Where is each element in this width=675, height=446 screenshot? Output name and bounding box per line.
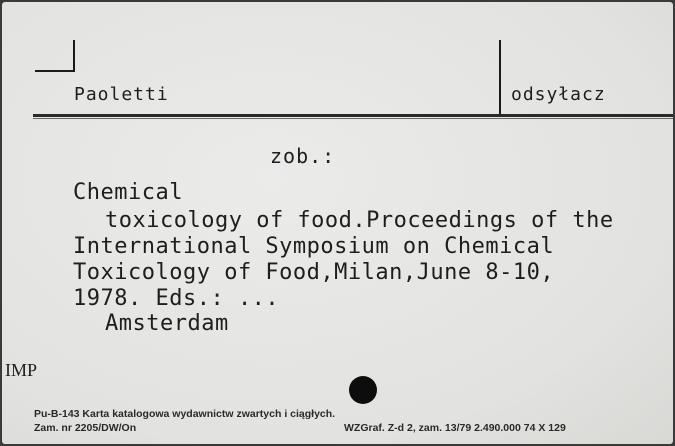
body-line: 1978. Eds.: ... [73,286,280,311]
see-label: zob.: [270,144,336,168]
body-line: toxicology of food.Proceedings of the [105,208,614,233]
header-rule [33,114,673,117]
corner-mark-horizontal [35,70,75,72]
footer-line-1: Pu-B-143 Karta katalogowa wydawnictw zwartych i ciągłych. [34,408,336,420]
body-line: International Symposium on Chemical [73,234,555,259]
body-line: Chemical [73,180,183,205]
header-divider [499,40,501,114]
body-line: Toxicology of Food,Milan,June 8-10, [73,260,555,285]
card-heading: Paoletti [74,84,169,105]
punch-hole [349,376,377,404]
stamp-label: IMP [5,360,38,380]
reference-label: odsyłacz [511,84,606,105]
header-rule-thin [33,118,673,119]
footer-line-2-left: Zam. nr 2205/DW/On [34,422,137,434]
body-line: Amsterdam [105,311,229,336]
catalog-card [2,2,673,444]
footer-line-2-right: WZGraf. Z-d 2, zam. 13/79 2.490.000 74 X 129 [344,422,566,434]
corner-mark-vertical [73,40,75,72]
